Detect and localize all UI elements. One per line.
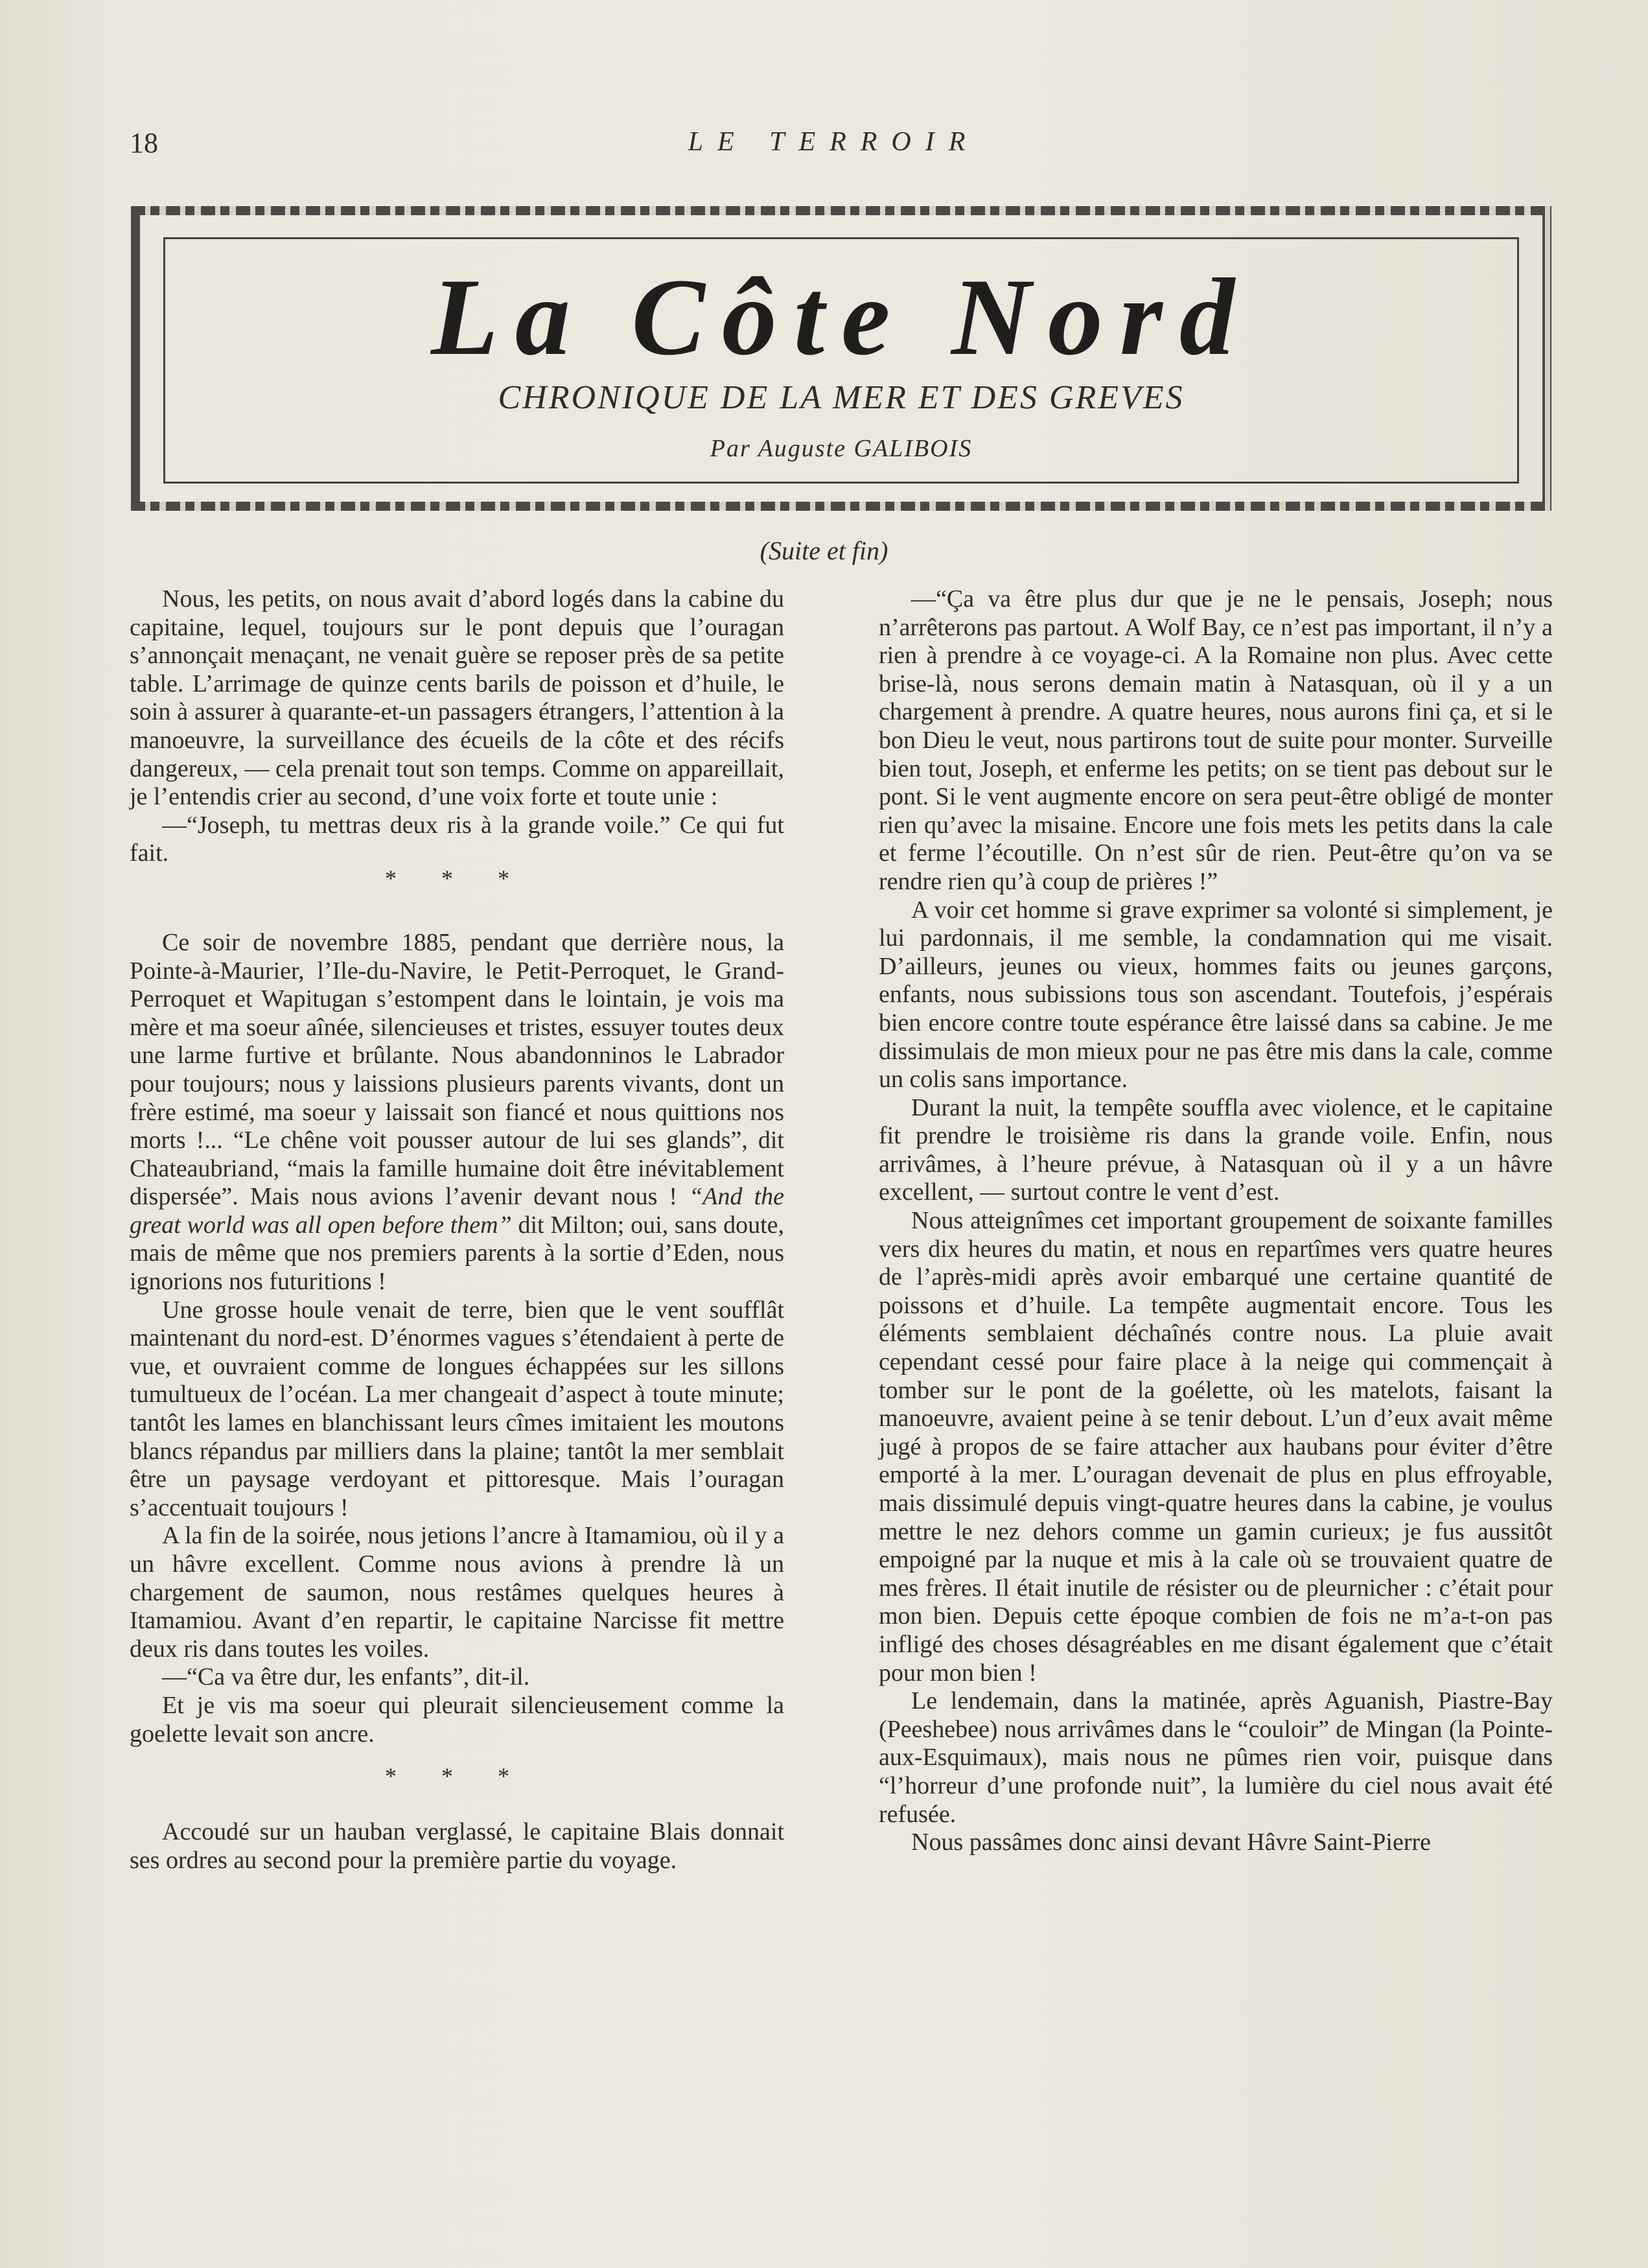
paragraph-text: Ce soir de novembre 1885, pendant que derrière nous, la Pointe-à-Maurier, l’Ile-du-Navire, le Petit-Perroquet, le Grand-Perroquet et Wapitugan s’estompent dans le lointain, je vois ma mère et ma soeur aînée, silencieuses et tristes, essuyer toutes deux une larme furtive et brûlante. Nous abandonninos le Labrador pour toujours; nous y laissions plusieurs parents vivants, dont un frère estimé, ma soeur y laissait son fiancé et nous quittions nos morts !... “Le chêne voit pousser autour de lui ses glands”, dit Chateaubriand, “mais la famille humaine doit être inévitablement dispersée”. Mais nous avions l’avenir devant nous ! bbox=[130, 928, 784, 1211]
paragraph bbox=[130, 929, 784, 1296]
paragraph: —“Ça va être plus dur que je ne le pensais, Joseph; nous n’arrêterons pas partout. A Wolf Bay, ce n’est pas important, il n’y a rien à prendre à ce voyage-ci. A la Romaine non plus. Avec cette brise-là, nous serons demain matin à Natasquan, où il y a un chargement à prendre. A quatre heures, nous aurons fini ça, et si le bon Dieu le veut, nous partirons tout de suite pour monter. Surveille bien tout, Joseph, et enferme les petits; on se tient pas debout sur le pont. Si le vent augmente encore on sera peut-être obligé de monter rien qu’avec la misaine. Encore une fois mets les petits dans la cale et ferme l’écoutille. On n’est sûr de rien. Peut-être qu’on va se rendre rien qu’à coup de prières !” bbox=[879, 585, 1553, 895]
running-head bbox=[130, 126, 1538, 165]
running-title: LE TERROIR bbox=[688, 127, 980, 157]
paragraph: Et je vis ma soeur qui pleurait silencieusement comme la goelette levait son ancre. bbox=[130, 1691, 784, 1748]
title-frame bbox=[131, 206, 1551, 511]
paragraph: Accoudé sur un hauban verglassé, le capitaine Blais donnait ses ordres au second pour la première partie du voyage. bbox=[130, 1818, 784, 1874]
paragraph: A voir cet homme si grave exprimer sa volonté si simplement, je lui pardonnais, il me semble, la condamnation qui me visait. D’ailleurs, jeunes ou vieux, hommes faits ou jeunes garçons, enfants, nous subissions tous son ascendant. Toutefois, j’espérais bien encore contre toute espérance être laissé dans sa cabine. Je me dissimulais de mon mieux pour ne pas être mis dans la cale, comme un colis sans importance. bbox=[879, 896, 1553, 1093]
paragraph-text: dit Milton; oui, sans doute, mais de même que nos premiers parents à la sortie d’Eden, nous ignorions nos futuritions ! bbox=[130, 1211, 785, 1296]
paragraph: Le lendemain, dans la matinée, après Aguanish, Piastre-Bay (Peeshebee) nous arrivâmes dans le “couloir” de Mingan (la Pointe-aux-Esquimaux), mais nous ne pûmes rien voir, puisque dans “l’horreur d’une profonde nuit”, la lumière du ciel nous avait été refusée. bbox=[879, 1687, 1553, 1828]
left-column bbox=[130, 585, 784, 1875]
paragraph: Nous atteignîmes cet important groupement de soixante familles vers dix heures du matin, et nous en repartîmes vers quatre heures de l’après-midi après avoir embarqué une certaine quantité de poissons et d’huile. La tempête augmentait encore. Tous les éléments semblaient déchaînés contre nous. La pluie avait cependant cessé pour faire place à la neige qui commençait à tomber sur le pont de la goélette, où les matelots, faisant la manoeuvre, avaient peine à se tenir debout. L’un d’eux avait même jugé à propos de se faire attacher aux haubans pour éviter d’être emporté à la mer. L’ouragan devenait de plus en plus effroyable, mais dissimulé depuis vingt-quatre heures dans la cabine, je voulus mettre le nez dehors comme un gamin curieux; je fus aussitôt empoigné par la nuque et mis à la cale où se trouvaient quatre de mes frères. Il était inutile de résister ou de pleurnicher : c’était pour mon bien. Depuis cette époque combien de fois ne m’a-t-on pas infligé des choses désagréables en me disant également que c’était pour mon bien ! bbox=[879, 1207, 1553, 1687]
milton-quote: “And the great world was all open before them” bbox=[130, 1183, 784, 1239]
paragraph: Nous passâmes donc ainsi devant Hâvre Saint-Pierre bbox=[911, 1829, 1432, 1856]
article-byline: Par Auguste GALIBOIS bbox=[710, 435, 973, 462]
paragraph: A la fin de la soirée, nous jetions l’ancre à Itamamiou, où il y a un hâvre excellent. Comme nous avions à prendre là un chargement de saumon, nous restâmes quelques heures à Itamamiou. Avant d’en repartir, le capitaine Narcisse fit mettre deux ris dans toutes les voiles. bbox=[130, 1522, 784, 1663]
paragraph: Une grosse houle venait de terre, bien que le vent soufflât maintenant du nord-est. D’énormes vagues s’étendaient à perte de vue, et ouvraient comme de longues échappées sur les sillons tumultueux de l’océan. La mer changeait d’aspect à toute minute; tantôt les lames en blanchissant leurs cîmes imitaient les moutons blancs répandus par milliers dans la plaine; tantôt la mer semblait être un paysage verdoyant et pittoresque. Mais l’ouragan s’accentuait toujours ! bbox=[130, 1296, 784, 1521]
paragraph: Nous, les petits, on nous avait d’abord logés dans la cabine du capitaine, lequel, toujours sur le pont depuis que l’ouragan s’annonçait menaçant, ne venait guère se reposer près de sa petite table. L’arrimage de quinze cents barils de poisson et d’huile, le soin à assurer à quarante-et-un passagers étrangers, l’attention à la manoeuvre, la surveillance des écueils de la côte et des récifs dangereux, — cela prenait tout son temps. Comme on appareillait, je l’entendis crier au second, d’une voix forte et toute unie : bbox=[130, 585, 784, 811]
article-title: La Côte Nord bbox=[431, 256, 1251, 378]
continuation-note: (Suite et fin) bbox=[760, 536, 888, 565]
section-separator: * * * bbox=[385, 1763, 529, 1790]
section-separator: * * * bbox=[385, 865, 529, 891]
paragraph: Durant la nuit, la tempête souffla avec violence, et le capitaine fit prendre le troisième ris dans la grande voile. Enfin, nous arrivâmes, à l’heure prévue, à Natasquan où il y a un hâvre excellent, — surtout contre le vent d’est. bbox=[879, 1093, 1553, 1206]
page-number: 18 bbox=[130, 127, 158, 159]
right-column bbox=[879, 585, 1553, 1857]
paragraph: —“Ca va être dur, les enfants”, dit-il. bbox=[162, 1663, 530, 1691]
article-subtitle: CHRONIQUE DE LA MER ET DES GREVES bbox=[498, 379, 1185, 416]
paragraph: —“Joseph, tu mettras deux ris à la grande voile.” Ce qui fut fait. bbox=[130, 811, 784, 867]
